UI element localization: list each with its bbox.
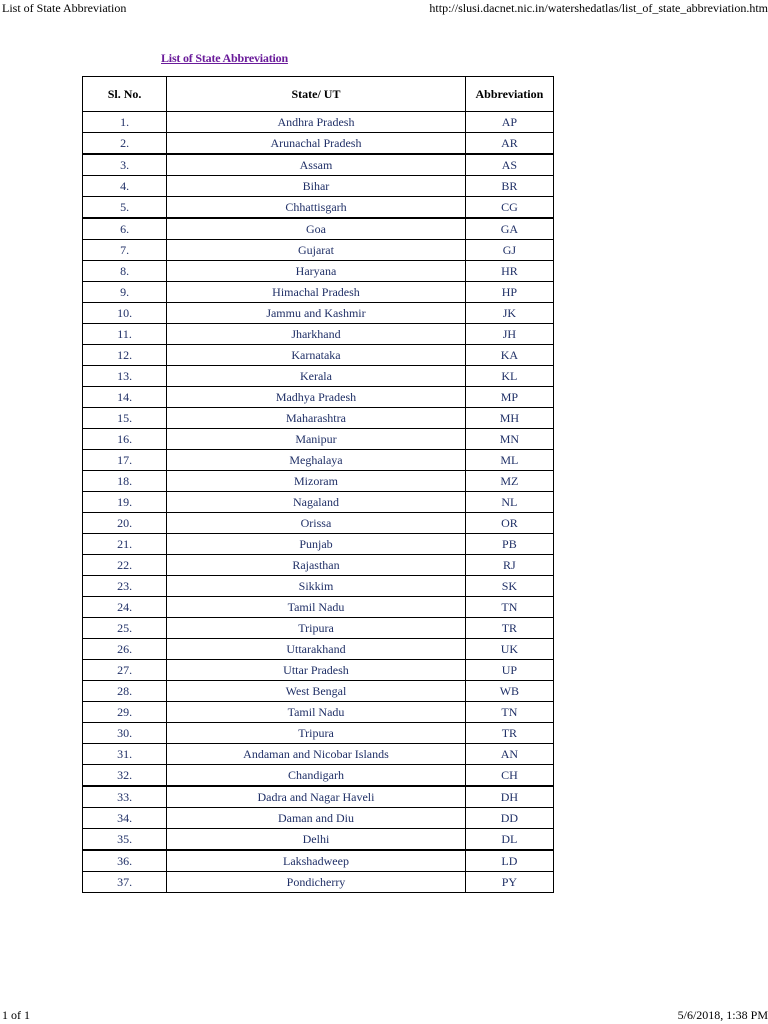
table-row	[83, 176, 554, 197]
cell-sl-no: 6.	[83, 218, 167, 240]
cell-state: Tamil Nadu	[167, 702, 466, 723]
cell-sl-no: 10.	[83, 303, 167, 324]
table-row	[83, 197, 554, 219]
cell-sl-no: 7.	[83, 240, 167, 261]
cell-state: Uttarakhand	[167, 639, 466, 660]
cell-state: Maharashtra	[167, 408, 466, 429]
table-row	[83, 744, 554, 765]
cell-state: Rajasthan	[167, 555, 466, 576]
cell-state: Daman and Diu	[167, 808, 466, 829]
cell-state: Pondicherry	[167, 872, 466, 893]
cell-sl-no: 21.	[83, 534, 167, 555]
print-footer-page-count: 1 of 1	[2, 1008, 30, 1022]
cell-state: Punjab	[167, 534, 466, 555]
cell-sl-no: 24.	[83, 597, 167, 618]
table-row	[83, 681, 554, 702]
cell-abbreviation: AP	[465, 112, 553, 133]
table-row	[83, 261, 554, 282]
cell-sl-no: 22.	[83, 555, 167, 576]
cell-sl-no: 11.	[83, 324, 167, 345]
cell-abbreviation: SK	[465, 576, 553, 597]
cell-abbreviation: PB	[465, 534, 553, 555]
table-row	[83, 282, 554, 303]
table-row	[83, 513, 554, 534]
cell-abbreviation: UP	[465, 660, 553, 681]
cell-abbreviation: AN	[465, 744, 553, 765]
cell-abbreviation: AS	[465, 154, 553, 176]
cell-abbreviation: TR	[465, 618, 553, 639]
cell-sl-no: 35.	[83, 829, 167, 851]
cell-abbreviation: UK	[465, 639, 553, 660]
cell-abbreviation: CH	[465, 765, 553, 787]
table-row	[83, 702, 554, 723]
table-row	[83, 133, 554, 155]
table-row	[83, 366, 554, 387]
cell-state: Andaman and Nicobar Islands	[167, 744, 466, 765]
cell-state: Manipur	[167, 429, 466, 450]
cell-abbreviation: ML	[465, 450, 553, 471]
cell-sl-no: 15.	[83, 408, 167, 429]
cell-sl-no: 17.	[83, 450, 167, 471]
cell-sl-no: 5.	[83, 197, 167, 219]
document-title: List of State Abbreviation	[161, 51, 288, 65]
cell-abbreviation: GJ	[465, 240, 553, 261]
cell-sl-no: 37.	[83, 872, 167, 893]
cell-state: Orissa	[167, 513, 466, 534]
cell-state: Assam	[167, 154, 466, 176]
cell-state: Uttar Pradesh	[167, 660, 466, 681]
table-row	[83, 408, 554, 429]
table-row	[83, 387, 554, 408]
table-row	[83, 218, 554, 240]
state-abbreviation-table	[82, 76, 554, 893]
cell-state: Jharkhand	[167, 324, 466, 345]
cell-state: Chandigarh	[167, 765, 466, 787]
cell-state: Madhya Pradesh	[167, 387, 466, 408]
cell-state: Delhi	[167, 829, 466, 851]
cell-abbreviation: OR	[465, 513, 553, 534]
cell-abbreviation: MN	[465, 429, 553, 450]
cell-sl-no: 14.	[83, 387, 167, 408]
table-row	[83, 808, 554, 829]
table-row	[83, 786, 554, 808]
cell-sl-no: 3.	[83, 154, 167, 176]
cell-state: Mizoram	[167, 471, 466, 492]
cell-sl-no: 13.	[83, 366, 167, 387]
cell-state: Haryana	[167, 261, 466, 282]
table-row	[83, 597, 554, 618]
table-row	[83, 429, 554, 450]
cell-abbreviation: MZ	[465, 471, 553, 492]
cell-sl-no: 19.	[83, 492, 167, 513]
cell-abbreviation: MH	[465, 408, 553, 429]
table-row	[83, 450, 554, 471]
cell-sl-no: 12.	[83, 345, 167, 366]
cell-state: Arunachal Pradesh	[167, 133, 466, 155]
cell-abbreviation: JK	[465, 303, 553, 324]
cell-sl-no: 9.	[83, 282, 167, 303]
cell-state: Meghalaya	[167, 450, 466, 471]
table-row	[83, 345, 554, 366]
table-row	[83, 303, 554, 324]
cell-state: Himachal Pradesh	[167, 282, 466, 303]
cell-state: West Bengal	[167, 681, 466, 702]
cell-sl-no: 28.	[83, 681, 167, 702]
table-row	[83, 872, 554, 893]
table-row	[83, 112, 554, 133]
table-row	[83, 471, 554, 492]
cell-state: Lakshadweep	[167, 850, 466, 872]
cell-state: Tripura	[167, 618, 466, 639]
cell-abbreviation: JH	[465, 324, 553, 345]
print-header-url: http://slusi.dacnet.nic.in/watershedatlas/list_of_state_abbreviation.htm	[429, 1, 768, 15]
cell-state: Kerala	[167, 366, 466, 387]
table-row	[83, 660, 554, 681]
table-row	[83, 154, 554, 176]
cell-state: Tamil Nadu	[167, 597, 466, 618]
cell-state: Nagaland	[167, 492, 466, 513]
table-row	[83, 324, 554, 345]
cell-sl-no: 26.	[83, 639, 167, 660]
table-row	[83, 639, 554, 660]
cell-sl-no: 20.	[83, 513, 167, 534]
cell-sl-no: 4.	[83, 176, 167, 197]
cell-sl-no: 27.	[83, 660, 167, 681]
cell-abbreviation: KA	[465, 345, 553, 366]
table-row	[83, 765, 554, 787]
cell-abbreviation: KL	[465, 366, 553, 387]
cell-abbreviation: CG	[465, 197, 553, 219]
cell-abbreviation: RJ	[465, 555, 553, 576]
cell-abbreviation: TN	[465, 597, 553, 618]
cell-sl-no: 16.	[83, 429, 167, 450]
cell-abbreviation: WB	[465, 681, 553, 702]
cell-sl-no: 33.	[83, 786, 167, 808]
cell-state: Andhra Pradesh	[167, 112, 466, 133]
column-header-abbreviation: Abbreviation	[465, 77, 553, 112]
cell-abbreviation: LD	[465, 850, 553, 872]
column-header-state: State/ UT	[167, 77, 466, 112]
cell-sl-no: 1.	[83, 112, 167, 133]
table-row	[83, 576, 554, 597]
cell-sl-no: 32.	[83, 765, 167, 787]
cell-state: Bihar	[167, 176, 466, 197]
print-footer-datetime: 5/6/2018, 1:38 PM	[677, 1008, 768, 1022]
cell-state: Tripura	[167, 723, 466, 744]
cell-abbreviation: BR	[465, 176, 553, 197]
table-header-row	[83, 77, 554, 112]
cell-sl-no: 30.	[83, 723, 167, 744]
table-row	[83, 829, 554, 851]
table-row	[83, 555, 554, 576]
cell-sl-no: 31.	[83, 744, 167, 765]
cell-state: Dadra and Nagar Haveli	[167, 786, 466, 808]
cell-sl-no: 18.	[83, 471, 167, 492]
cell-abbreviation: HP	[465, 282, 553, 303]
cell-state: Jammu and Kashmir	[167, 303, 466, 324]
table-row	[83, 850, 554, 872]
cell-abbreviation: TR	[465, 723, 553, 744]
cell-abbreviation: DH	[465, 786, 553, 808]
cell-sl-no: 36.	[83, 850, 167, 872]
cell-abbreviation: HR	[465, 261, 553, 282]
cell-sl-no: 23.	[83, 576, 167, 597]
cell-state: Sikkim	[167, 576, 466, 597]
cell-abbreviation: AR	[465, 133, 553, 155]
table-row	[83, 618, 554, 639]
cell-abbreviation: DD	[465, 808, 553, 829]
cell-abbreviation: GA	[465, 218, 553, 240]
cell-sl-no: 25.	[83, 618, 167, 639]
cell-state: Gujarat	[167, 240, 466, 261]
table-row	[83, 492, 554, 513]
table-body	[83, 112, 554, 893]
cell-sl-no: 29.	[83, 702, 167, 723]
cell-state: Karnataka	[167, 345, 466, 366]
cell-abbreviation: PY	[465, 872, 553, 893]
cell-abbreviation: TN	[465, 702, 553, 723]
cell-abbreviation: NL	[465, 492, 553, 513]
cell-abbreviation: MP	[465, 387, 553, 408]
cell-sl-no: 34.	[83, 808, 167, 829]
cell-abbreviation: DL	[465, 829, 553, 851]
cell-state: Chhattisgarh	[167, 197, 466, 219]
table-row	[83, 240, 554, 261]
cell-sl-no: 8.	[83, 261, 167, 282]
column-header-sl-no: Sl. No.	[83, 77, 167, 112]
cell-sl-no: 2.	[83, 133, 167, 155]
table-row	[83, 534, 554, 555]
table-row	[83, 723, 554, 744]
cell-state: Goa	[167, 218, 466, 240]
print-header-title: List of State Abbreviation	[2, 1, 127, 15]
